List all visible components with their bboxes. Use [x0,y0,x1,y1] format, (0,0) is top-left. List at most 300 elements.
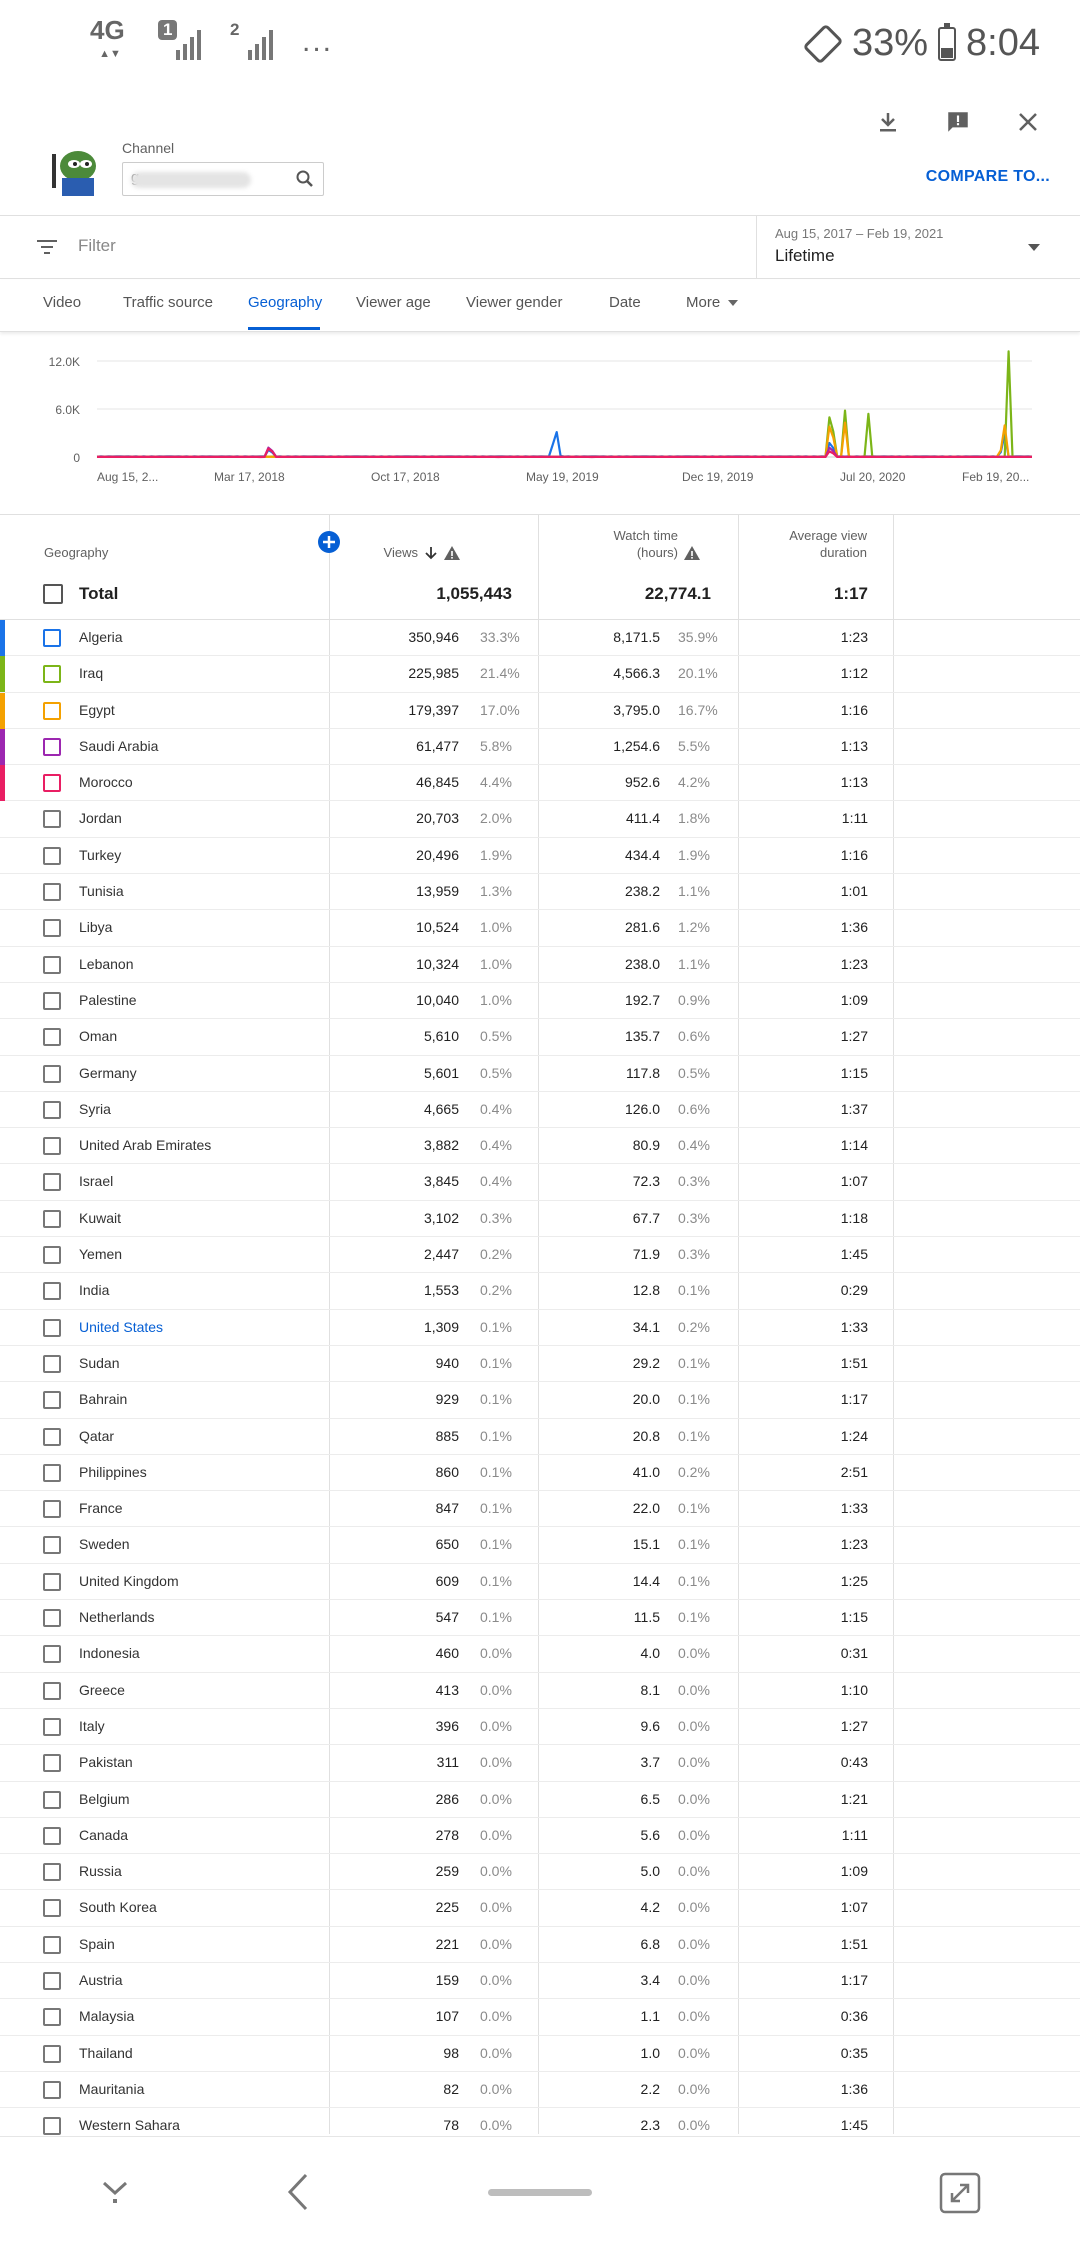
table-row[interactable] [0,1818,1080,1854]
row-checkbox[interactable] [43,2008,61,2026]
views-value: 20,703 [416,810,459,827]
views-percent: 0.1% [480,1609,512,1626]
table-row[interactable] [0,983,1080,1019]
table-header [0,514,1080,568]
views-percent: 0.0% [480,1717,512,1734]
watch-time-value: 14.4 [632,1572,660,1589]
avg-duration-value: 2:51 [840,1463,868,1480]
country-name: Spain [79,1935,115,1952]
views-value: 3,102 [423,1209,459,1226]
watch-time-value: 5.0 [640,1863,660,1880]
watch-time-percent: 0.2% [678,1463,710,1480]
watch-time-value: 1,254.6 [613,737,660,754]
row-checkbox[interactable] [43,919,61,937]
tab-more[interactable] [686,294,738,311]
date-range-selector[interactable] [756,216,1080,278]
row-checkbox[interactable] [43,1246,61,1264]
col-duration-label-2: duration [820,545,867,560]
avg-duration-value: 1:36 [840,2080,868,2097]
chevron-down-icon [1028,244,1040,251]
watch-time-percent: 5.5% [678,737,710,754]
table-row[interactable] [0,1273,1080,1309]
table-row[interactable] [0,947,1080,983]
x-tick-label: May 19, 2019 [526,470,599,484]
table-row[interactable] [0,1564,1080,1600]
country-name: Oman [79,1028,118,1045]
watch-time-value: 4.2 [640,1899,660,1916]
watch-time-value: 1.0 [640,2044,660,2061]
watch-time-percent: 0.1% [678,1282,710,1299]
sim1-signal-icon: 1 [158,20,202,64]
table-row[interactable] [0,874,1080,910]
warning-icon [444,546,460,560]
views-value: 10,524 [416,919,459,936]
views-percent: 0.4% [480,1137,512,1154]
avg-duration-value: 1:51 [840,1935,868,1952]
total-checkbox[interactable] [43,584,63,604]
watch-time-percent: 0.0% [678,1681,710,1698]
table-row[interactable] [0,1709,1080,1745]
views-value: 5,601 [423,1064,459,1081]
row-checkbox[interactable] [43,810,61,828]
views-percent: 0.1% [480,1536,512,1553]
table-row[interactable] [0,801,1080,837]
row-checkbox[interactable] [43,702,61,720]
row-checkbox[interactable] [43,1682,61,1700]
col-duration-label-1: Average view [789,528,867,543]
avg-duration-value: 0:31 [840,1645,868,1662]
channel-input[interactable] [122,162,324,196]
total-label: Total [79,584,119,603]
total-views: 1,055,443 [436,584,512,603]
close-icon [1017,111,1039,133]
table-row[interactable] [0,1310,1080,1346]
views-value: 460 [435,1645,459,1662]
views-value: 179,397 [408,701,459,718]
watch-time-percent: 0.2% [678,1318,710,1335]
tab-viewer-gender[interactable]: Viewer gender [466,294,563,311]
watch-time-value: 67.7 [632,1209,660,1226]
country-name: United Arab Emirates [79,1137,212,1154]
compare-to-button[interactable]: COMPARE TO... [925,168,1050,185]
row-checkbox[interactable] [43,1645,61,1663]
series-line-algeria [97,432,1032,457]
views-percent: 0.1% [480,1391,512,1408]
warning-icon [684,546,700,560]
views-value: 78 [443,2117,459,2134]
row-checkbox[interactable] [43,1573,61,1591]
table-row[interactable] [0,1600,1080,1636]
watch-time-percent: 0.1% [678,1500,710,1517]
geography-table [0,514,1080,2144]
watch-time-percent: 0.0% [678,1717,710,1734]
avg-duration-value: 1:16 [840,846,868,863]
filter-input[interactable]: Filter [78,236,116,255]
avg-duration-value: 1:09 [840,1863,868,1880]
row-checkbox[interactable] [43,1791,61,1809]
country-name: Italy [79,1717,105,1734]
avg-duration-value: 1:18 [840,1209,868,1226]
row-checkbox[interactable] [43,2081,61,2099]
col-views[interactable] [384,545,460,560]
avg-duration-value: 1:17 [840,1971,868,1988]
table-row[interactable] [0,1346,1080,1382]
row-checkbox[interactable] [43,1863,61,1881]
table-row[interactable] [0,765,1080,801]
views-value: 350,946 [408,629,459,645]
row-checkbox[interactable] [43,992,61,1010]
views-percent: 0.0% [480,1899,512,1916]
table-row[interactable] [0,1455,1080,1491]
avg-duration-value: 1:15 [840,1064,868,1081]
avg-duration-value: 1:25 [840,1572,868,1589]
watch-time-value: 12.8 [632,1282,660,1299]
tab-video[interactable]: Video [43,294,82,311]
table-row[interactable] [0,1019,1080,1055]
row-checkbox[interactable] [43,1065,61,1083]
x-tick-label: Aug 15, 2... [97,470,159,484]
row-checkbox[interactable] [43,1173,61,1191]
table-row[interactable] [0,693,1080,729]
row-checkbox[interactable] [43,883,61,901]
watch-time-percent: 4.2% [678,774,710,791]
views-value: 413 [435,1681,459,1698]
watch-time-value: 22.0 [632,1500,660,1517]
watch-time-percent: 0.0% [678,1754,710,1771]
row-checkbox[interactable] [43,665,61,683]
views-value: 847 [435,1500,459,1517]
views-value: 929 [435,1391,459,1408]
country-name: Kuwait [79,1209,122,1226]
country-name: Belgium [79,1790,130,1807]
watch-time-percent: 0.0% [678,2008,710,2025]
geography-line-chart [0,335,1080,490]
watch-time-value: 71.9 [632,1246,660,1263]
col-avg-duration[interactable] [789,527,867,561]
views-percent: 0.1% [480,1572,512,1589]
table-row[interactable] [0,620,1080,656]
watch-time-value: 2.3 [640,2117,660,2134]
views-value: 885 [435,1427,459,1444]
table-row[interactable] [0,1673,1080,1709]
row-checkbox[interactable] [43,1972,61,1990]
avg-duration-value: 1:10 [840,1681,868,1698]
watch-time-percent: 0.0% [678,1645,710,1662]
col-views-label: Views [383,545,418,560]
views-percent: 0.0% [480,1645,512,1662]
country-name: Greece [79,1681,125,1698]
views-percent: 0.0% [480,2008,512,2025]
table-row[interactable] [0,1056,1080,1092]
row-checkbox[interactable] [43,1609,61,1627]
watch-time-value: 29.2 [632,1354,660,1371]
views-value: 396 [435,1717,459,1734]
avg-duration-value: 1:36 [840,919,868,936]
tab-date[interactable]: Date [609,294,641,311]
country-name: Sudan [79,1354,120,1371]
watch-time-value: 3,795.0 [613,701,660,718]
col-geography[interactable]: Geography [44,545,109,560]
country-name: Bahrain [79,1391,128,1408]
country-name: Syria [79,1100,111,1117]
table-row[interactable] [0,838,1080,874]
row-checkbox[interactable] [43,629,61,647]
avg-duration-value: 1:23 [840,955,868,972]
watch-time-value: 5.6 [640,1826,660,1843]
country-name[interactable]: United States [79,1318,164,1335]
table-row[interactable] [0,1636,1080,1672]
views-percent: 1.9% [480,846,512,863]
watch-time-value: 6.8 [640,1935,660,1952]
avg-duration-value: 1:45 [840,2117,868,2134]
avg-duration-value: 1:23 [840,629,868,645]
download-button[interactable] [866,100,910,144]
table-body [0,620,1080,2144]
country-name: Iraq [79,665,104,682]
country-name: Germany [79,1064,137,1081]
table-row[interactable] [0,1092,1080,1128]
table-row[interactable] [0,2072,1080,2108]
watch-time-percent: 0.1% [678,1391,710,1408]
watch-time-percent: 0.0% [678,1863,710,1880]
table-row[interactable] [0,1890,1080,1926]
row-checkbox[interactable] [43,1137,61,1155]
row-checkbox[interactable] [43,1028,61,1046]
watch-time-percent: 0.0% [678,2044,710,2061]
watch-time-value: 4,566.3 [613,665,660,682]
avg-duration-value: 1:11 [841,810,868,827]
views-percent: 1.0% [480,955,512,972]
series-color-stripe [0,765,5,801]
more-status-icon: ... [302,25,334,58]
tab-geography[interactable]: Geography [248,294,323,311]
watch-time-percent: 1.1% [678,883,710,900]
table-row[interactable] [0,1963,1080,1999]
views-value: 940 [435,1354,459,1371]
table-row[interactable] [0,910,1080,946]
col-watch-label-1: Watch time [613,528,678,543]
row-checkbox[interactable] [43,1428,61,1446]
watch-time-percent: 1.9% [678,846,710,863]
hide-keyboard-icon[interactable] [96,2171,134,2209]
views-value: 4,665 [423,1100,459,1117]
watch-time-value: 434.4 [624,846,660,863]
row-checkbox[interactable] [43,1464,61,1482]
country-name: Egypt [79,701,115,718]
col-watch-time[interactable] [613,527,700,561]
watch-time-percent: 20.1% [678,665,718,682]
row-checkbox[interactable] [43,1500,61,1518]
watch-time-percent: 0.3% [678,1246,710,1263]
watch-time-value: 34.1 [632,1318,660,1335]
country-name: Qatar [79,1427,115,1444]
views-percent: 0.1% [480,1318,512,1335]
row-checkbox[interactable] [43,956,61,974]
country-name: Israel [79,1173,114,1190]
row-checkbox[interactable] [43,2045,61,2063]
watch-time-value: 192.7 [624,991,660,1008]
table-row[interactable] [0,1999,1080,2035]
x-tick-label: Dec 19, 2019 [682,470,754,484]
feedback-icon [945,109,971,135]
table-row[interactable] [0,1164,1080,1200]
watch-time-percent: 0.0% [678,2080,710,2097]
home-pill[interactable] [488,2189,592,2196]
avg-duration-value: 1:14 [840,1137,868,1154]
watch-time-value: 126.0 [624,1100,660,1117]
watch-time-value: 281.6 [624,919,660,936]
avg-duration-value: 1:07 [840,1899,868,1916]
views-percent: 17.0% [480,701,520,718]
active-tab-indicator [248,327,320,330]
table-row[interactable] [0,1237,1080,1273]
tab-traffic-source[interactable]: Traffic source [123,294,214,311]
col-watch-label-2: (hours) [636,545,678,560]
table-row[interactable] [0,1128,1080,1164]
avg-duration-value: 1:51 [840,1354,868,1371]
country-name: United Kingdom [79,1572,179,1589]
country-name: Austria [79,1971,123,1988]
back-icon[interactable] [280,2171,318,2213]
row-checkbox[interactable] [43,1319,61,1337]
watch-time-percent: 0.6% [678,1100,710,1117]
watch-time-percent: 0.1% [678,1536,710,1553]
row-checkbox[interactable] [43,1210,61,1228]
table-row[interactable] [0,1854,1080,1890]
avg-duration-value: 1:27 [840,1028,868,1045]
watch-time-value: 6.5 [640,1790,660,1807]
views-value: 107 [435,2008,459,2025]
avg-duration-value: 1:27 [840,1717,868,1734]
date-range-text: Aug 15, 2017 – Feb 19, 2021 [775,226,944,241]
row-checkbox[interactable] [43,1754,61,1772]
table-row[interactable] [0,1745,1080,1781]
channel-avatar[interactable] [48,144,104,196]
table-row[interactable] [0,1382,1080,1418]
close-button[interactable] [1006,100,1050,144]
country-name: France [79,1500,123,1517]
country-name: Philippines [79,1463,147,1480]
filter-bar [0,215,1080,279]
add-column-icon[interactable] [318,531,340,553]
avg-duration-value: 0:29 [840,1282,868,1299]
row-checkbox[interactable] [43,1827,61,1845]
total-duration: 1:17 [833,584,868,603]
table-row[interactable] [0,1527,1080,1563]
watch-time-value: 411.4 [626,810,660,827]
row-checkbox[interactable] [43,774,61,792]
views-value: 650 [435,1536,459,1553]
y-tick-label: 6.0K [55,403,80,417]
row-checkbox[interactable] [43,1718,61,1736]
row-checkbox[interactable] [43,1391,61,1409]
table-row[interactable] [0,1927,1080,1963]
views-percent: 0.1% [480,1463,512,1480]
table-row[interactable] [0,1419,1080,1455]
table-row[interactable] [0,1201,1080,1237]
row-checkbox[interactable] [43,1536,61,1554]
tab-viewer-age[interactable]: Viewer age [356,294,431,311]
watch-time-percent: 0.1% [678,1427,710,1444]
system-nav-bar [0,2136,1080,2246]
avg-duration-value: 1:37 [840,1100,868,1117]
table-row[interactable] [0,656,1080,692]
row-checkbox[interactable] [43,1899,61,1917]
channel-selector [44,140,1050,200]
views-percent: 0.0% [480,1681,512,1698]
watch-time-value: 952.6 [624,774,660,791]
row-checkbox[interactable] [43,1355,61,1373]
views-value: 311 [436,1754,459,1771]
expand-icon[interactable] [938,2171,982,2215]
table-row[interactable] [0,729,1080,765]
row-checkbox[interactable] [43,2117,61,2135]
series-line-egypt [97,423,1032,457]
y-tick-label: 12.0K [48,355,80,369]
views-value: 20,496 [416,846,459,863]
views-percent: 2.0% [480,810,512,827]
country-name: Canada [79,1826,129,1843]
rotate-icon [804,25,842,63]
country-name: Libya [79,919,113,936]
row-checkbox[interactable] [43,738,61,756]
avg-duration-value: 1:15 [840,1609,868,1626]
watch-time-value: 8,171.5 [613,629,660,645]
views-percent: 0.4% [480,1173,512,1190]
avg-duration-value: 1:16 [840,701,868,718]
filter-icon[interactable] [36,236,58,258]
views-percent: 0.0% [480,1863,512,1880]
country-name: Malaysia [79,2008,135,2025]
row-checkbox[interactable] [43,1101,61,1119]
watch-time-percent: 0.5% [678,1064,710,1081]
watch-time-value: 135.7 [624,1028,660,1045]
country-name: Algeria [79,629,123,645]
views-value: 1,553 [423,1282,459,1299]
watch-time-percent: 0.1% [678,1354,710,1371]
avg-duration-value: 1:45 [840,1246,868,1263]
watch-time-value: 3.4 [640,1971,660,1988]
total-row [0,568,1080,620]
search-icon[interactable] [295,169,315,189]
views-percent: 33.3% [480,629,520,645]
row-checkbox[interactable] [43,1936,61,1954]
row-checkbox[interactable] [43,1282,61,1300]
views-value: 10,324 [416,955,459,972]
watch-time-value: 117.8 [626,1064,660,1081]
country-name: Saudi Arabia [79,737,159,754]
views-value: 609 [435,1572,459,1589]
sim2-signal-icon: 2 [230,20,274,64]
table-row[interactable] [0,2036,1080,2072]
views-percent: 0.0% [480,1971,512,1988]
feedback-button[interactable] [936,100,980,144]
avg-duration-value: 0:35 [840,2044,868,2061]
country-name: Tunisia [79,883,124,900]
country-name: Indonesia [79,1645,140,1662]
watch-time-value: 238.0 [624,955,660,972]
row-checkbox[interactable] [43,847,61,865]
watch-time-value: 238.2 [624,883,660,900]
watch-time-percent: 35.9% [678,629,718,645]
table-row[interactable] [0,1782,1080,1818]
views-percent: 0.5% [480,1028,512,1045]
table-row[interactable] [0,1491,1080,1527]
watch-time-value: 11.5 [633,1609,660,1626]
avg-duration-value: 1:33 [840,1500,868,1517]
country-name: Palestine [79,991,137,1008]
watch-time-value: 15.1 [632,1536,660,1553]
